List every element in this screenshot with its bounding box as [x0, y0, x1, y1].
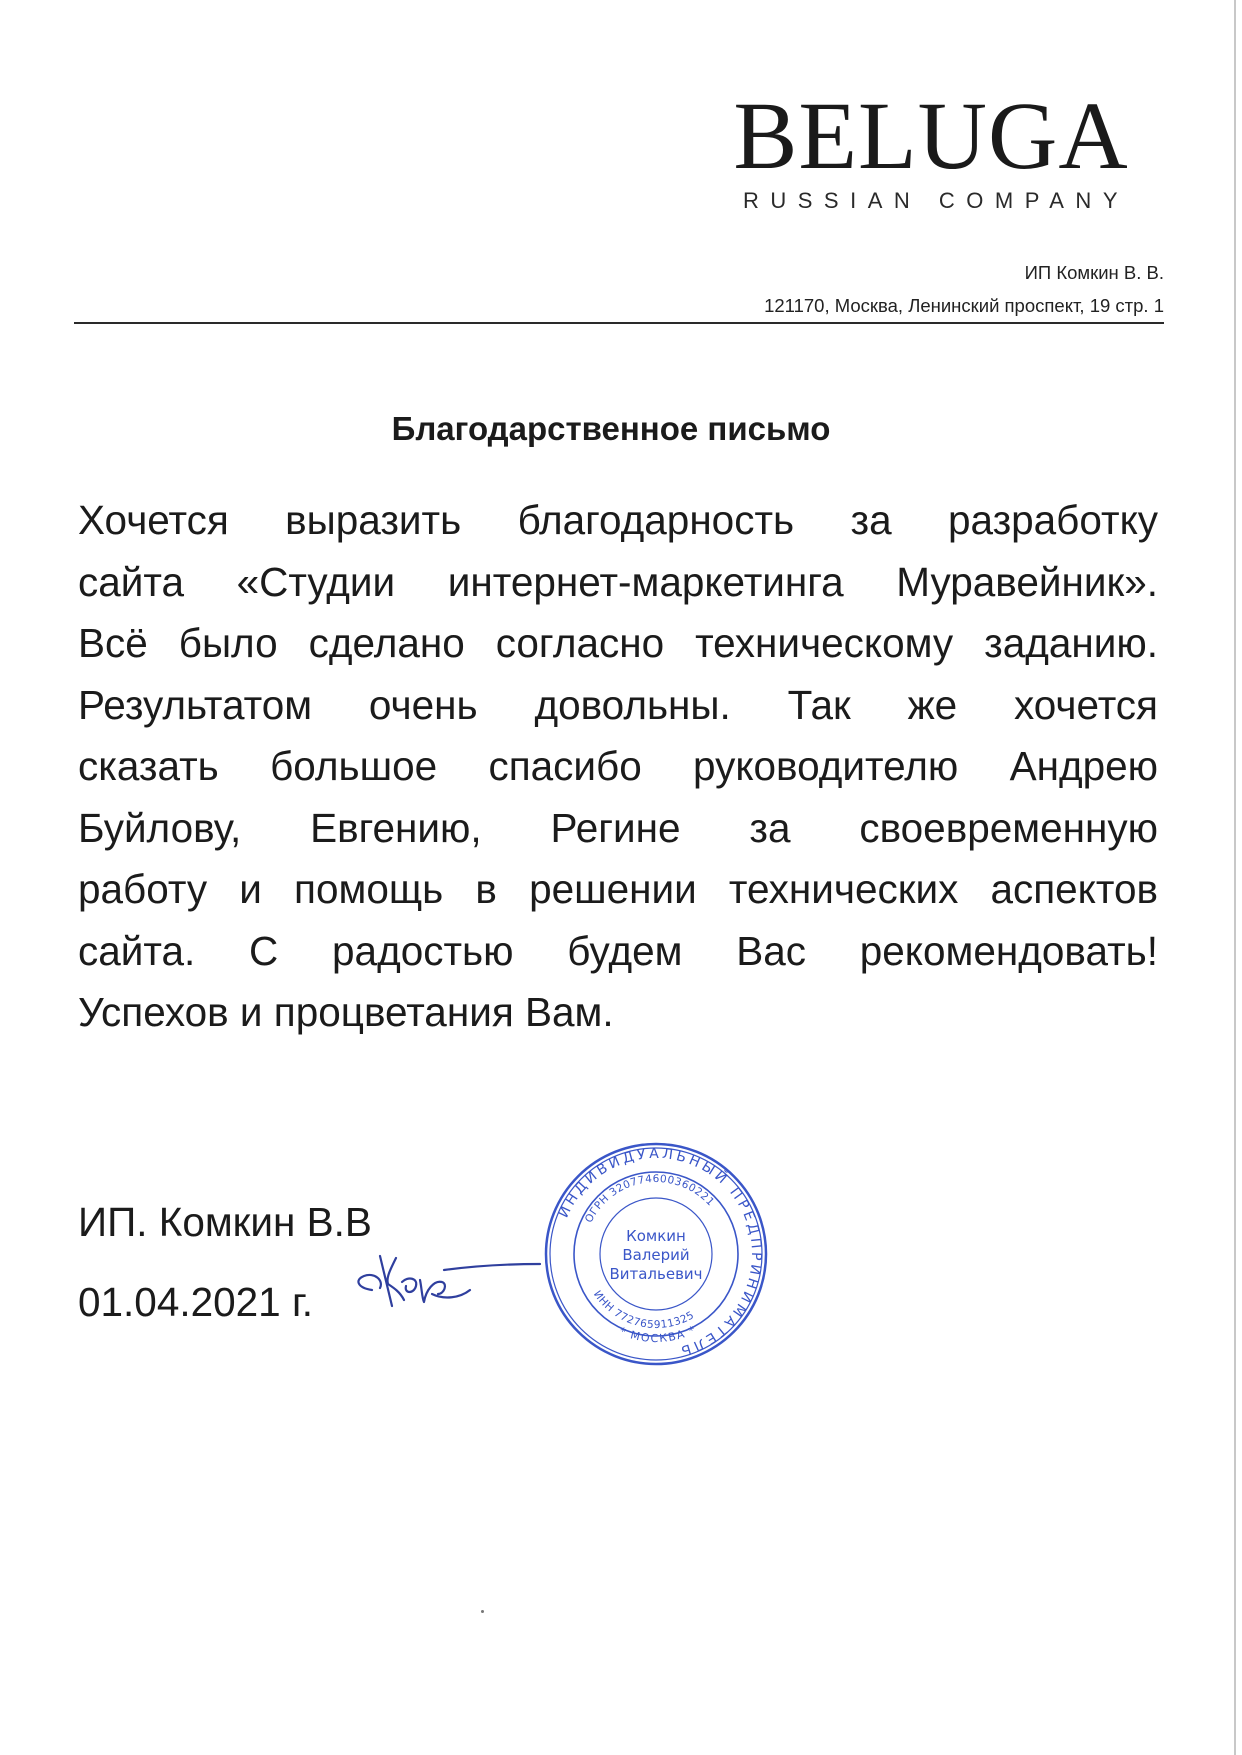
logo-wordmark: BELUGA	[733, 82, 1129, 189]
stamp-surname: Комкин	[626, 1227, 686, 1245]
header-divider	[74, 322, 1164, 324]
signoff-date: 01.04.2021 г.	[78, 1279, 314, 1325]
letter-line: сказать большое спасибо руководителю Андрею	[78, 743, 1158, 789]
letter-line: Успехов и процветания Вам.	[78, 989, 614, 1035]
letter-title: Благодарственное письмо	[391, 410, 831, 447]
signoff-block	[78, 1182, 372, 1342]
logo-tagline: RUSSIAN COMPANY	[742, 188, 1129, 213]
letter-line: Всё было сделано согласно техническому заданию.	[78, 620, 1158, 666]
sender-address: 121170, Москва, Ленинский проспект, 19 стр. 1	[764, 295, 1164, 316]
letter-line: Буйлову, Евгению, Регине за своевременную	[78, 804, 1158, 851]
stamp-ogrn: ОГРН 320774600360221	[582, 1172, 717, 1225]
handwritten-signature	[344, 1240, 544, 1320]
letter-line: сайта. С радостью будем Вас рекомендовать!	[78, 927, 1158, 974]
company-logo	[720, 82, 1142, 214]
scan-speck	[481, 1610, 484, 1613]
company-stamp	[540, 1138, 772, 1370]
letter-line: сайта «Студии интернет-маркетинга Муравейник».	[78, 558, 1158, 605]
letter-line: Результатом очень довольны. Так же хочется	[78, 681, 1158, 728]
letter-line: Хочется выразить благодарность за разработку	[78, 497, 1158, 543]
signer-name: ИП. Комкин В.В	[78, 1199, 372, 1245]
stamp-patronymic: Витальевич	[609, 1265, 703, 1283]
letter-line: работу и помощь в решении технических аспектов	[78, 866, 1158, 912]
letter-body	[78, 490, 1158, 1044]
stamp-inn: ИНН 772765911325	[590, 1288, 697, 1332]
sender-block	[764, 256, 1164, 322]
stamp-city: * МОСКВА *	[617, 1322, 699, 1346]
sender-name: ИП Комкин В. В.	[1024, 262, 1164, 283]
scan-page-edge	[1234, 0, 1236, 1755]
stamp-outer-text: ИНДИВИДУАЛЬНЫЙ ПРЕДПРИНИМАТЕЛЬ	[555, 1145, 765, 1360]
stamp-given-name: Валерий	[622, 1246, 690, 1264]
